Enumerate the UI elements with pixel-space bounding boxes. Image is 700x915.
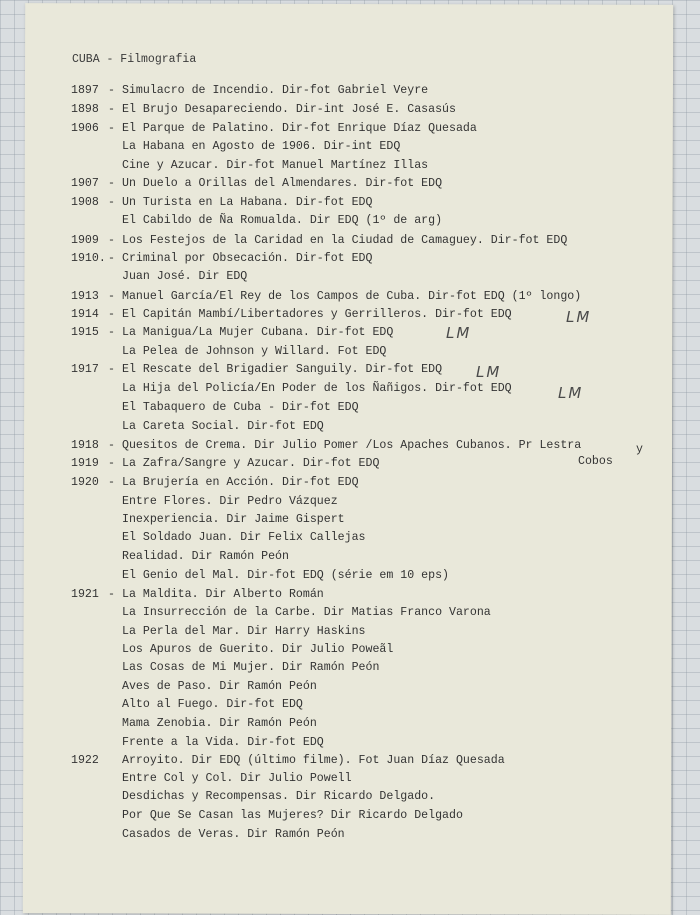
entry-text: La Brujería en Acción. Dir-fot EDQ bbox=[122, 476, 359, 489]
entry-text: Casados de Veras. Dir Ramón Peón bbox=[122, 828, 345, 841]
entry-row bbox=[0, 382, 700, 400]
entry-row bbox=[0, 625, 700, 643]
entry-row bbox=[0, 234, 700, 252]
margin-note-cobos: Cobos bbox=[578, 455, 613, 468]
entry-dash: - bbox=[108, 326, 115, 339]
entry-row bbox=[0, 550, 700, 568]
entry-text: El Tabaquero de Cuba - Dir-fot EDQ bbox=[122, 401, 359, 414]
entry-row bbox=[0, 606, 700, 624]
entry-text: Desdichas y Recompensas. Dir Ricardo Delgado. bbox=[122, 790, 436, 803]
entry-row bbox=[0, 772, 700, 790]
entry-text: Manuel García/El Rey de los Campos de Cuba. Dir-fot EDQ (1º longo) bbox=[122, 290, 582, 303]
entry-text: Un Turista en La Habana. Dir-fot EDQ bbox=[122, 196, 373, 209]
entry-year: 1898 bbox=[71, 103, 99, 116]
entry-row bbox=[0, 345, 700, 363]
entry-row bbox=[0, 717, 700, 735]
entry-text: Los Festejos de la Caridad en la Ciudad de Camaguey. Dir-fot EDQ bbox=[122, 234, 568, 247]
entry-dash: - bbox=[108, 103, 115, 116]
entry-row bbox=[0, 476, 700, 494]
entry-dash: - bbox=[108, 177, 115, 190]
entry-row bbox=[0, 103, 700, 121]
entry-dash: - bbox=[108, 588, 115, 601]
entry-dash: - bbox=[108, 122, 115, 135]
margin-note-y: y bbox=[636, 443, 643, 456]
entry-year: 1897 bbox=[71, 84, 99, 97]
entry-text: Inexperiencia. Dir Jaime Gispert bbox=[122, 513, 345, 526]
entry-row bbox=[0, 122, 700, 140]
entry-dash: - bbox=[108, 234, 115, 247]
entry-year: 1908 bbox=[71, 196, 99, 209]
entry-dash: - bbox=[108, 84, 115, 97]
entry-row bbox=[0, 569, 700, 587]
entry-row bbox=[0, 140, 700, 158]
entry-text: El Brujo Desapareciendo. Dir-int José E. Casasús bbox=[122, 103, 456, 116]
entry-dash: - bbox=[108, 439, 115, 452]
handwritten-note: LM bbox=[476, 363, 502, 381]
entry-text: El Genio del Mal. Dir-fot EDQ (série em 10 eps) bbox=[122, 569, 449, 582]
entry-text: El Cabildo de Ña Romualda. Dir EDQ (1º de arg) bbox=[122, 214, 443, 227]
entry-row bbox=[0, 531, 700, 549]
entry-row bbox=[0, 84, 700, 102]
handwritten-note: LM bbox=[446, 324, 472, 342]
entry-dash: - bbox=[108, 363, 115, 376]
entry-year: 1913 bbox=[71, 290, 99, 303]
entry-year: 1914 bbox=[71, 308, 99, 321]
handwritten-note: LM bbox=[566, 308, 592, 326]
entry-row bbox=[0, 252, 700, 270]
entry-text: La Zafra/Sangre y Azucar. Dir-fot EDQ bbox=[122, 457, 380, 470]
entry-text: Arroyito. Dir EDQ (último filme). Fot Juan Díaz Quesada bbox=[122, 754, 505, 767]
entry-row bbox=[0, 401, 700, 419]
entry-row bbox=[0, 736, 700, 754]
entry-text: El Capitán Mambí/Libertadores y Gerrilleros. Dir-fot EDQ bbox=[122, 308, 512, 321]
entry-year: 1918 bbox=[71, 439, 99, 452]
entry-text: Quesitos de Crema. Dir Julio Pomer /Los Apaches Cubanos. Pr Lestra bbox=[122, 439, 582, 452]
entry-row bbox=[0, 680, 700, 698]
entry-dash: - bbox=[108, 196, 115, 209]
entry-text: Entre Flores. Dir Pedro Vázquez bbox=[122, 495, 338, 508]
entry-text: Las Cosas de Mi Mujer. Dir Ramón Peón bbox=[122, 661, 380, 674]
entry-text: Mama Zenobia. Dir Ramón Peón bbox=[122, 717, 317, 730]
entry-row bbox=[0, 661, 700, 679]
entry-dash: - bbox=[108, 476, 115, 489]
entry-text: Simulacro de Incendio. Dir-fot Gabriel Veyre bbox=[122, 84, 429, 97]
entry-row bbox=[0, 698, 700, 716]
entry-row bbox=[0, 495, 700, 513]
entry-text: El Parque de Palatino. Dir-fot Enrique Díaz Quesada bbox=[122, 122, 477, 135]
entry-row bbox=[0, 790, 700, 808]
entry-year: 1907 bbox=[71, 177, 99, 190]
entry-row bbox=[0, 588, 700, 606]
document-title: CUBA - Filmografia bbox=[72, 53, 197, 66]
entry-text: La Pelea de Johnson y Willard. Fot EDQ bbox=[122, 345, 387, 358]
entry-year: 1915 bbox=[71, 326, 99, 339]
entry-row bbox=[0, 308, 700, 326]
entry-year: 1919 bbox=[71, 457, 99, 470]
entry-year: 1920 bbox=[71, 476, 99, 489]
entry-text: Cine y Azucar. Dir-fot Manuel Martínez Illas bbox=[122, 159, 429, 172]
entry-year: 1921 bbox=[71, 588, 99, 601]
entry-row bbox=[0, 643, 700, 661]
handwritten-note: LM bbox=[558, 384, 584, 402]
entry-text: Un Duelo a Orillas del Almendares. Dir-fot EDQ bbox=[122, 177, 443, 190]
entry-row bbox=[0, 828, 700, 846]
entry-year: 1910. bbox=[71, 252, 106, 265]
entry-dash: - bbox=[108, 290, 115, 303]
entry-row bbox=[0, 420, 700, 438]
entry-year: 1922 bbox=[71, 754, 99, 767]
entry-text: La Maldita. Dir Alberto Román bbox=[122, 588, 324, 601]
entry-text: La Habana en Agosto de 1906. Dir-int EDQ bbox=[122, 140, 401, 153]
entry-year: 1909 bbox=[71, 234, 99, 247]
entry-text: Por Que Se Casan las Mujeres? Dir Ricardo Delgado bbox=[122, 809, 463, 822]
entry-row bbox=[0, 326, 700, 344]
entry-text: La Insurrección de la Carbe. Dir Matias Franco Varona bbox=[122, 606, 491, 619]
entry-row bbox=[0, 196, 700, 214]
entry-row bbox=[0, 809, 700, 827]
entry-text: Realidad. Dir Ramón Peón bbox=[122, 550, 289, 563]
entry-dash: - bbox=[108, 308, 115, 321]
entry-dash: - bbox=[108, 457, 115, 470]
entry-text: Criminal por Obsecación. Dir-fot EDQ bbox=[122, 252, 373, 265]
entry-row bbox=[0, 754, 700, 772]
entry-text: Frente a la Vida. Dir-fot EDQ bbox=[122, 736, 324, 749]
entry-text: Los Apuros de Guerito. Dir Julio Poweãl bbox=[122, 643, 394, 656]
entry-text: Entre Col y Col. Dir Julio Powell bbox=[122, 772, 352, 785]
entry-row bbox=[0, 270, 700, 288]
entry-text: Alto al Fuego. Dir-fot EDQ bbox=[122, 698, 303, 711]
entry-row bbox=[0, 513, 700, 531]
entry-row bbox=[0, 363, 700, 381]
entry-row bbox=[0, 159, 700, 177]
entry-dash: - bbox=[108, 252, 115, 265]
entry-text: El Rescate del Brigadier Sanguily. Dir-fot EDQ bbox=[122, 363, 443, 376]
entry-row bbox=[0, 290, 700, 308]
entry-row bbox=[0, 177, 700, 195]
entry-year: 1917 bbox=[71, 363, 99, 376]
entry-text: La Manigua/La Mujer Cubana. Dir-fot EDQ bbox=[122, 326, 394, 339]
entry-text: La Careta Social. Dir-fot EDQ bbox=[122, 420, 324, 433]
entry-text: Juan José. Dir EDQ bbox=[122, 270, 248, 283]
entry-text: El Soldado Juan. Dir Felix Callejas bbox=[122, 531, 366, 544]
entry-year: 1906 bbox=[71, 122, 99, 135]
entry-text: La Perla del Mar. Dir Harry Haskins bbox=[122, 625, 366, 638]
entry-row bbox=[0, 214, 700, 232]
entry-text: La Hija del Policía/En Poder de los Ñañigos. Dir-fot EDQ bbox=[122, 382, 512, 395]
entry-text: Aves de Paso. Dir Ramón Peón bbox=[122, 680, 317, 693]
